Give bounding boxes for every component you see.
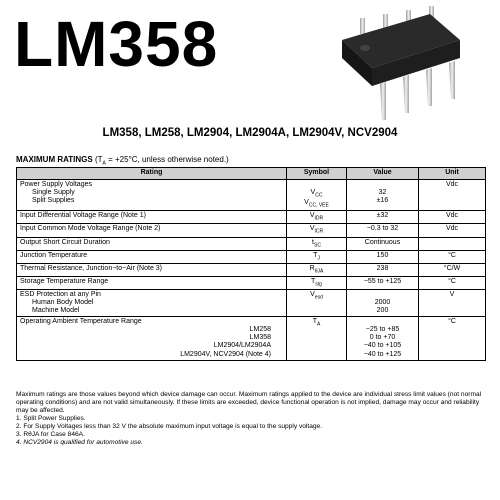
part-number-list: LM358, LM258, LM2904, LM2904A, LM2904V, NCV2904 (102, 127, 398, 139)
rating-text: Split Supplies (32, 197, 75, 205)
rating-cell (17, 277, 287, 290)
max-ratings-heading: MAXIMUM RATINGS ($T_A = +25^\circ C$, unless otherwise noted.) (16, 155, 229, 167)
symbol-cell (287, 237, 347, 250)
value-text: ±16 (376, 197, 389, 205)
rating-cell (17, 224, 287, 237)
rating-text: Operating Ambient Temperature Range (20, 318, 142, 326)
table-row (17, 180, 486, 211)
symbol-cell (287, 290, 347, 317)
value-cell (347, 211, 419, 224)
rating-text: Output Short Circuit Duration (20, 238, 110, 246)
value-text: 0 to +70 (369, 334, 396, 342)
unit-cell: °C (419, 250, 486, 263)
value-text: Continuous (364, 238, 401, 246)
rating-text: LM358 (249, 334, 271, 342)
symbol-cell (287, 250, 347, 263)
note-2: 2. For Supply Voltages less than 32 V the absolute maximum input voltage is equal to the supply voltage. (16, 423, 323, 431)
symbol-text: $V_{esd}$ (310, 291, 323, 301)
value-text: 2000 (374, 299, 391, 307)
value-cell (347, 317, 419, 360)
value-text (350, 181, 415, 189)
rating-cell (17, 250, 287, 263)
header-rating: Rating (17, 168, 287, 180)
note-4: 4. NCV2904 is qualified for automotive use. (16, 439, 143, 447)
unit-cell: Vdc (419, 211, 486, 224)
symbol-cell (287, 263, 347, 276)
footer-paragraph: Maximum ratings are those values beyond which device damage can occur. Maximum ratings applied to the device are individual stress limit values (not normal operating conditions) and are not valid simultaneously. If these limits are exceeded, device functional operation is not implied, damage may occur and reliability may be affected. (16, 391, 482, 415)
value-text: 238 (376, 264, 389, 272)
unit-cell: Vdc (419, 224, 486, 237)
rating-text: ESD Protection at any Pin (20, 291, 101, 299)
value-text: −0.3 to 32 (366, 225, 399, 233)
symbol-text: $T_{stg}$ (311, 278, 322, 288)
rating-text: LM2904V, NCV2904 (Note 4) (180, 350, 271, 358)
symbol-text: $R_{\theta JA}$ (309, 264, 324, 275)
rating-text: Single Supply (32, 189, 75, 197)
rating-cell (17, 317, 287, 360)
symbol-text: $V_{IDR}$ (309, 212, 324, 222)
symbol-cell (287, 211, 347, 224)
rating-text: Storage Temperature Range (20, 278, 109, 286)
rating-text: Input Common Mode Voltage Range (Note 2) (20, 225, 161, 233)
value-text: −55 to +125 (363, 278, 402, 286)
table-row (17, 290, 486, 317)
table-row (17, 317, 486, 360)
rating-cell (17, 180, 287, 211)
table-row (17, 277, 486, 290)
rating-text: Power Supply Voltages (20, 181, 92, 188)
rating-cell (17, 263, 287, 276)
value-cell (347, 277, 419, 290)
rating-text: Input Differential Voltage Range (Note 1) (20, 212, 146, 220)
symbol-text: $V_{CC}$ (310, 189, 323, 199)
note-1: 1. Split Power Supplies. (16, 415, 86, 423)
table-row (17, 224, 486, 237)
symbol-cell (287, 180, 347, 211)
rating-cell (17, 237, 287, 250)
unit-cell (419, 237, 486, 250)
value-text (350, 318, 415, 326)
symbol-text: $V_{ICR}$ (309, 225, 324, 235)
rating-text: LM2904/LM2904A (213, 342, 271, 350)
dip8-chip-image (330, 0, 465, 122)
rating-text: LM258 (249, 326, 271, 334)
unit-cell: °C (419, 317, 486, 360)
footer-notes (16, 391, 488, 447)
table-row (17, 250, 486, 263)
table-row (17, 237, 486, 250)
value-text: −25 to +85 (365, 326, 400, 334)
table-row (17, 263, 486, 276)
note-3: 3. RθJA for Case 846A. (16, 431, 85, 439)
value-text (350, 291, 415, 299)
value-cell (347, 263, 419, 276)
max-ratings-table (16, 167, 486, 361)
symbol-text: $V_{CC, VEE}$ (304, 199, 329, 209)
header-symbol: Symbol (287, 168, 347, 180)
rating-cell (17, 211, 287, 224)
rating-cell (17, 290, 287, 317)
unit-cell: Vdc (419, 180, 486, 211)
value-text: 200 (376, 307, 389, 315)
page-title: LM358 (14, 8, 219, 80)
unit-cell: °C (419, 277, 486, 290)
table-row (17, 211, 486, 224)
symbol-text (290, 181, 343, 189)
symbol-text: $T_A$ (312, 318, 321, 328)
symbol-text: $t_{SC}$ (312, 238, 321, 248)
rating-text: Machine Model (32, 307, 80, 315)
value-cell (347, 224, 419, 237)
value-text: −40 to +125 (363, 350, 402, 358)
header-unit: Unit (419, 168, 486, 180)
rating-text: Junction Temperature (20, 251, 88, 259)
rating-text: Thermal Resistance, Junction−to−Air (Note 3) (20, 264, 163, 272)
symbol-text: $T_J$ (313, 251, 320, 262)
symbol-cell (287, 224, 347, 237)
header-value: Value (347, 168, 419, 180)
rating-text: Human Body Model (32, 299, 94, 307)
value-cell (347, 180, 419, 211)
value-text: 150 (376, 251, 389, 259)
value-cell (347, 250, 419, 263)
unit-cell: V (419, 290, 486, 317)
value-cell (347, 290, 419, 317)
value-text: 32 (378, 189, 387, 197)
value-text: ±32 (376, 212, 389, 220)
value-cell (347, 237, 419, 250)
table-header-row (17, 168, 486, 180)
symbol-cell (287, 317, 347, 360)
unit-cell: °C/W (419, 263, 486, 276)
symbol-cell (287, 277, 347, 290)
value-text: −40 to +105 (363, 342, 402, 350)
